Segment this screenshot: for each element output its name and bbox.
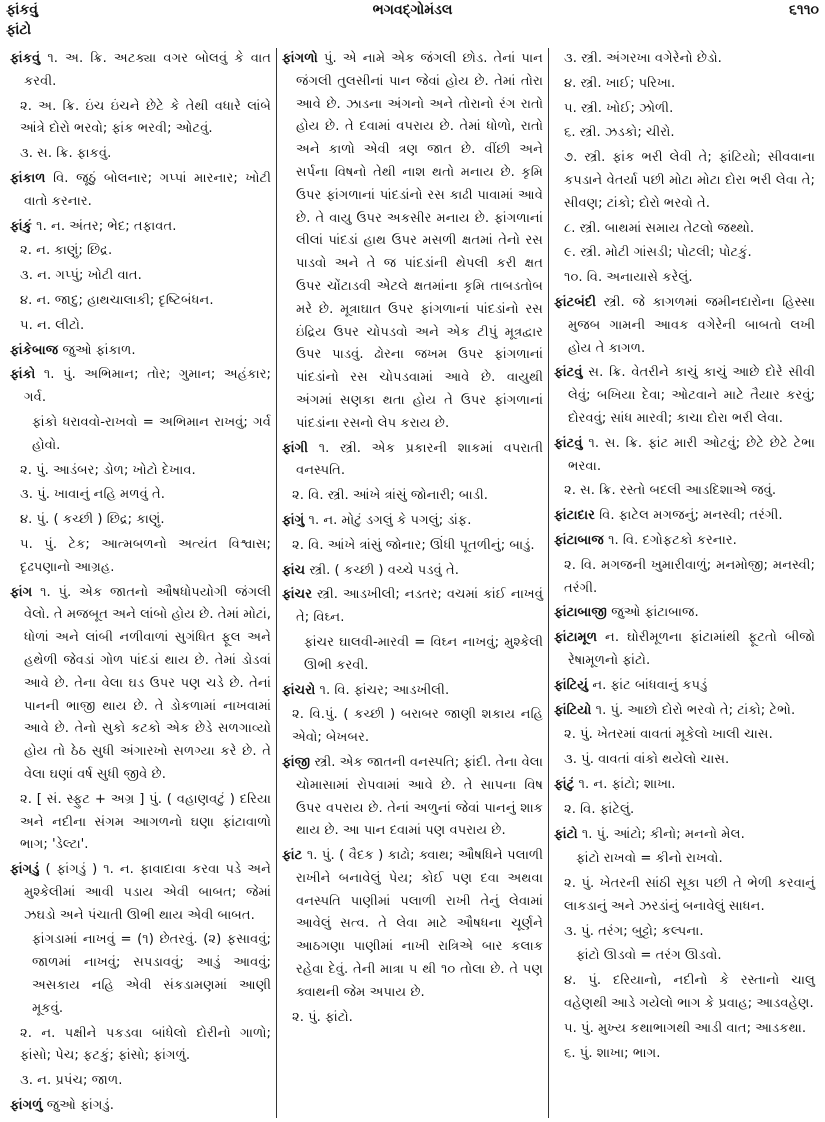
headword: ફાંગ	[10, 584, 33, 600]
definition-text: ન. ફાંટ બાંધવાનું કપડું	[592, 677, 708, 693]
headword: ફાંટિયો	[554, 702, 592, 718]
definition-text: ૮. સ્ત્રી. બાથમાં સમાય તેટલો જથ્થો.	[564, 220, 755, 236]
headword: ફાંકાળ	[10, 170, 46, 186]
definition-text: જુઓ ફાંગડું.	[46, 1098, 114, 1114]
definition-text: ૫. પું. ટેક; આત્મબળનો અત્યંત વિશ્વાસ; દૃઢપણાનો આગ્રહ.	[20, 536, 271, 575]
entry-sense	[554, 147, 815, 215]
entry-sense	[554, 1018, 815, 1041]
entry-sense	[10, 240, 271, 263]
definition-text: ૧. સ. ક્રિ. ફાંટ મારી ઓટવું; છેટે છેટે ટેભા ભરવા.	[568, 435, 815, 474]
definition-text: ૩. ન. ગપ્પું; ખોટી વાત.	[20, 268, 142, 284]
dictionary-entry	[10, 340, 271, 363]
entry-sense	[554, 218, 815, 241]
definition-text: ૨. વિ. ફાંટેલું.	[564, 801, 635, 817]
dictionary-entry	[554, 824, 815, 847]
definition-text: ૫. સ્ત્રી. ખોઈ; ઝોળી.	[564, 100, 674, 116]
dictionary-entry	[10, 216, 271, 239]
definition-text: સ્ત્રી. જે કાગળમાં જમીનદારોના હિસ્સા મુજબ ગામની આવક વગેરેની બાબતો લખી હોય તે કાગળ.	[568, 294, 815, 356]
definition-text: ૫. પું. મુખ્ય કથાભાગથી આડી વાત; આડકથા.	[564, 1020, 807, 1036]
entry-sense	[10, 460, 271, 483]
dictionary-entry	[554, 292, 815, 360]
definition-text: ૧. ન. અંતર; ભેદ; તફાવત.	[36, 218, 177, 234]
entry-sense	[554, 724, 815, 747]
definition-text: ૬. સ્ત્રી. ઝડકો; ચીરો.	[564, 125, 675, 141]
dictionary-entry	[554, 433, 815, 479]
headword: ફાંટવું	[554, 435, 583, 451]
definition-text: ૧. ન. ફાંટો; શાખા.	[578, 776, 676, 792]
definition-text: ૨. પું. આડંબર; ડોળ; ખોટો દેખાવ.	[20, 462, 196, 478]
definition-text: ૧. પું. ( વૈદક ) કાઢો; ક્વાથ; ઔષધિને પલાળી રાખીને બનાવેલું પેય; કોઈ પણ દવા અથવા વનસ્પતિ પાણીમાં પલાળી રાખી તેનું લેવામાં આવેલું સત્વ. તે લેવા માટે ઔષધના ચૂર્ણને આઠગણા પાણીમાં નાખી રાત્રિએ બાર કલાક રહેવા દેવું. તેની માત્રા ૫ થી ૧૦ તોલા છે. તે પણ ક્વાથની જેમ અપાય છે.	[296, 848, 543, 1000]
headword: ફાંગી	[282, 440, 309, 456]
definition-text: ૩. સ. ક્રિ. ફાકવું.	[20, 146, 112, 162]
definition-text: ફાંકો ધરાવવો-રાખવો = અભિમાન રાખવું; ગર્વ હોવો.	[32, 414, 271, 453]
definition-text: ૪. ન. જાદુ; હાથચાલાકી; દૃષ્ટિબંધન.	[20, 292, 214, 308]
headword: ફાંટામૂળ	[554, 630, 598, 646]
definition-text: ૧. પું. આછો દોરો ભરવો તે; ટાંકો; ટેભો.	[595, 702, 796, 718]
definition-text: ૭. સ્ત્રી. ફાંક ભરી લેવી તે; ફાંટિયો; સીવવાના કપડાને વેતર્યા પછી મોટા મોટા દોરા ભરી લેવા તે; સીવણ; ટાંકો; દોરો ભરવો તે.	[564, 150, 815, 211]
entry-sense	[282, 632, 543, 678]
dictionary-entry	[10, 168, 271, 214]
headword: ફાંટવું	[554, 365, 583, 381]
entry-sense	[10, 534, 271, 580]
entry-sense	[554, 970, 815, 1016]
entry-sense	[10, 290, 271, 313]
entry-sense	[554, 921, 815, 944]
dictionary-entry	[554, 362, 815, 430]
headword: ફાંટાબાજ	[554, 532, 604, 548]
definition-text: ૨. ન. પક્ષીને પકડવા બાંધેલો દોરીનો ગાળો; ફાંસો; પેચ; ફટકું; ફાંસો; ફાંગળું.	[20, 1025, 271, 1064]
dictionary-entry	[282, 845, 543, 1005]
dictionary-entry	[10, 48, 271, 94]
definition-text: ( ફાંગડું ) ૧. ન. ફાવાદાવા કરવા પડે અને મુશ્કેલીમાં આવી પડાય એવી બાબત; જેમાં ઝઘડો અને પંચાતી ઊભી થાય એવી બાબત.	[24, 862, 271, 923]
definition-text: ૧. પું. આંટો; કીનો; મનનો મેલ.	[581, 826, 745, 842]
entry-sense	[554, 873, 815, 919]
definition-text: સ્ત્રી. આડખીલી; નડતર; વચમાં કાંઈ નાખવું તે; વિઘ્ન.	[296, 587, 543, 626]
entry-sense	[10, 484, 271, 507]
dictionary-entry	[554, 675, 815, 698]
definition-text: ૨. વિ.પું. ( કચ્છી ) બરાબર જાણી શકાય નહિ એવો; બેખબર.	[292, 707, 543, 746]
headword: ફાંચરો	[282, 682, 316, 698]
entry-sense	[554, 267, 815, 290]
entry-sense	[554, 799, 815, 822]
entry-sense	[554, 1043, 815, 1066]
column-3	[548, 48, 820, 1118]
dictionary-entry	[554, 602, 815, 625]
definition-text: ૧. વિ. દગોફટકો કરનાર.	[608, 532, 737, 548]
definition-text: ૨. અ. ક્રિ. ઇંચ ઇંચને છેટે કે તેથી વધારે લાંબે આંત્રે દોરો ભરવો; ફાંક ભરવી; ઓટવું.	[20, 98, 271, 137]
dictionary-entry	[282, 680, 543, 703]
dictionary-entry	[554, 530, 815, 553]
definition-text: ૨. પું. ખેતરની સાંઠી સૂકા પછી તે ભેળી કરવાનું લાકડાનું અને ઝરડાંનું બનાવેલું સાધન.	[564, 876, 815, 914]
definition-text: ૨. ન. કાણું; છિદ્ર.	[20, 243, 113, 259]
dictionary-entry	[282, 438, 543, 484]
definition-text: ૩. ન. પ્રપંચ; જાળ.	[20, 1073, 123, 1089]
definition-text: પું. એ નામે એક જંગલી છોડ. તેનાં પાન જંગલી તુલસીનાં પાન જેવાં હોય છે. તેમાં તોરા આવે છે. ઝાડના અંગનો અને તોરાનો રંગ રાતો હોય છે. તે દવામાં વપરાય છે. તેમાં ધોળો, રાતો અને કાળો એવી ત્રણ જાત છે. વીંછી અને સર્પના વિષનો તેથી નાશ થતો મનાય છે. કૃમિ ઉપર ફાંગળાનાં પાંદડાંનો રસ કાઢી પાવામાં આવે છે. તે વાયુ ઉપર અકસીર મનાય છે. ફાંગળાનાં લીલાં પાંદડાં હાથ ઉપર મસળી ક્ષતમાં તેનો રસ પાડવો અને તે જ પાંદડાંની થેપલી કરી ક્ષત ઉપર ચોંટાડવી એટલે ક્ષતમાંના કૃમિ તાબડતોબ મરે છે. મૂત્રાઘાત ઉપર ફાંગળાનાં પાંદડાંનો રસ ઇંદ્રિય ઉપર ચોપડવો અને એક ટીપું મૂત્રદ્વાર ઉપર પાડવું. ઢોરના જખમ ઉપર ફાંગળાનાં પાંદડાંનો રસ ચોપડવામાં આવે છે. વાયુથી અંગમાં સણકા થતા હોય તે ઉપર ફાંગળાનાં પાંદડાંના રસનો લેપ કરાય છે.	[296, 51, 543, 431]
definition-text: ૬. પું. શાખા; ભાગ.	[564, 1045, 661, 1061]
page-header	[6, 2, 819, 46]
definition-text: જુઓ ફાંટાબાજ.	[611, 605, 699, 621]
entry-sense	[10, 265, 271, 288]
entry-sense	[554, 555, 815, 601]
column-2	[276, 48, 548, 1118]
headword: ફાંકો	[10, 367, 36, 383]
dictionary-columns	[5, 48, 820, 1118]
entry-sense	[10, 1070, 271, 1093]
entry-sense	[10, 315, 271, 338]
entry-sense	[554, 98, 815, 121]
headword: ફાંટું	[554, 776, 575, 792]
definition-text: ૧. પું. એક જાતનો ઔષધોપયોગી જંગલી વેલો. તે મજબૂત અને લાંબો હોય છે. તેમાં મોટાં, ધોળાં અને લાંબી નળીવાળાં સુગંધિત ફૂલ અને હથેળી જેવડાં ગોળ પાંદડાં થાય છે. તેમાં ડોડવાં આવે છે. તેના વેલા ઘડ ઉપર પણ ચડે છે. તેનાં પાનની ભાજી થાય છે. તે ડોકળામાં નાખવામાં આવે છે. તેનો સુકો કટકો એક છેડે સળગાવ્યો હોય તો ઠેઠ સુધી અંગારખો સળગ્યા કરે છે. તે વેલા ઘણાં વર્ષ સુધી જીવે છે.	[24, 584, 271, 782]
definition-text: ૧. ન. મોટું ડગલું કે પગલું; ડાંફ.	[308, 512, 472, 528]
definition-text: ૩. સ્ત્રી. અંગરખા વગેરેનો છેડો.	[564, 51, 722, 66]
definition-text: ૧. પું. અભિમાન; તોર; ગુમાન; અહંકાર; ગર્વ.	[24, 367, 271, 406]
entry-sense	[10, 789, 271, 857]
definition-text: ૧. અ. ક્રિ. અટક્યા વગર બોલવું કે વાત કરવી.	[24, 51, 271, 89]
dictionary-entry	[282, 48, 543, 436]
entry-sense	[554, 122, 815, 145]
headword: ફાંકેબાજ	[10, 342, 59, 358]
definition-text: જુઓ ફાંકાળ.	[62, 342, 136, 358]
entry-sense	[282, 704, 543, 750]
definition-text: ૪. સ્ત્રી. ખાઈ; પરિખા.	[564, 75, 676, 91]
definition-text: ફાંચર ઘાલવી-મારવી = વિઘ્ન નાખવું; મુશ્કેલી ઊભી કરવી.	[304, 634, 543, 673]
page-number: ૬૧૧૦	[789, 2, 819, 18]
dictionary-entry	[282, 560, 543, 583]
entry-sense	[10, 1023, 271, 1069]
definition-text: ૨. વિ. આંખે ત્રાંસું જોનાર; ઊંધી પૂતળીનું; બાડું.	[292, 537, 535, 553]
definition-text: ૨. [ સં. સ્ફુટ + અગ્ર ] પું. ( વહાણવટું ) દરિયા અને નદીના સંગમ આગળનો ઘણા ફાંટાવાળો ભાગ; 'ડેલ્ટા'.	[20, 791, 271, 853]
dictionary-entry	[554, 505, 815, 528]
headword: ફાંજી	[282, 754, 311, 770]
headword: ફાંકું	[10, 218, 32, 234]
dictionary-entry	[10, 582, 271, 787]
definition-text: ફાંગડામાં નાખવું = (૧) છેતરવું. (૨) ફસાવવું; જાળમાં નાખવું; સપડાવવું; આડું આવવું; અસકાય નહિ એવી સંકડામણમાં આણી મૂકવું.	[32, 932, 271, 1016]
definition-text: ૨. સ. ક્રિ. રસ્તો બદલી આડદિશાએ જવું.	[564, 483, 777, 499]
definition-text: ૧. સ્ત્રી. એક પ્રકારની શાકમાં વપરાતી વનસ્પતિ.	[296, 440, 543, 479]
dictionary-entry	[282, 584, 543, 630]
dictionary-entry	[282, 752, 543, 843]
definition-text: ૨. પું. ખેતરમાં વાવતાં મૂકેલો ખાલી ચાસ.	[564, 727, 773, 743]
headword: ફાંકવું	[10, 51, 41, 66]
dictionary-entry	[282, 510, 543, 533]
entry-sense	[554, 945, 815, 968]
headword: ફાંગું	[282, 512, 305, 528]
entry-sense	[554, 848, 815, 871]
dictionary-entry	[554, 700, 815, 723]
headword: ફાંગળો	[282, 51, 318, 66]
definition-text: ૨. વિ. સ્ત્રી. આંખે ત્રાંસું જોનારી; બાડી.	[292, 488, 488, 504]
dictionary-entry	[10, 1095, 271, 1118]
definition-text: ૧૦. વિ. અનાયાસે કરેલું.	[564, 270, 693, 286]
definition-text: ફાંટો ઊડવો = તરંગ ઊડવો.	[576, 948, 722, 964]
definition-text: ૨. પું. ફાંટો.	[292, 1009, 353, 1025]
headword: ફાંટો	[554, 826, 578, 842]
definition-text: સ્ત્રી. ( કચ્છી ) વચ્ચે પડવું તે.	[309, 562, 459, 578]
headword: ફાંટ	[282, 848, 303, 864]
definition-text: ૫. ન. લીટો.	[20, 317, 85, 333]
definition-text: ન. ઘોરીમૂળના ફાંટામાંથી ફૂટતો બીજો રેષામૂળનો ફાંટો.	[568, 630, 815, 668]
definition-text: ૩. પું. તરંગ; બુટ્ટો; કલ્પના.	[564, 923, 704, 939]
guide-word-first: ફાંકવું	[6, 2, 39, 18]
headword: ફાંટાબાજી	[554, 605, 608, 621]
headword: ફાંગળું	[10, 1098, 43, 1114]
entry-sense	[282, 1007, 543, 1030]
headword: ફાંચ	[282, 562, 306, 578]
definition-text: ૯. સ્ત્રી. મોટી ગાંસડી; પોટલી; પોટકું.	[564, 245, 752, 261]
guide-word-last: ફાંટો	[6, 22, 32, 38]
headword: ફાંગડું	[10, 862, 40, 878]
headword: ફાંટાદાર	[554, 508, 595, 524]
entry-sense	[554, 242, 815, 265]
definition-text: ૨. વિ. મગજની ખુમારીવાળું; મનમોજી; મનસ્વી; તરંગી.	[564, 557, 815, 596]
definition-text: ૧. વિ. ફાંચર; આડખીલી.	[319, 682, 450, 698]
dictionary-entry	[10, 364, 271, 410]
column-1	[5, 48, 276, 1118]
entry-sense	[10, 143, 271, 166]
entry-sense	[554, 480, 815, 503]
entry-sense	[10, 929, 271, 1020]
entry-sense	[554, 749, 815, 772]
entry-sense	[554, 48, 815, 71]
definition-text: ૪. પું. ( કચ્છી ) છિદ્ર; કાણું.	[20, 512, 165, 528]
definition-text: ફાંટો રાખવો = કીનો રાખવો.	[576, 851, 723, 867]
definition-text: ૪. પું. દરિયાનો, નદીનો કે રસ્તાનો ચાલુ વહેણથી આડે ગયેલો ભાગ કે પ્રવાહ; આડવહેણ.	[564, 973, 815, 1012]
definition-text: સ. ક્રિ. વેતરીને કાચું કાચું આછે દોરે સીવી લેવું; બખિયા દેવા; ઓટવાને માટે તૈયાર કરવું; દોરવવું; સાંધ મારવી; કાચા દોરા ભરી લેવા.	[568, 365, 815, 426]
dictionary-title: ભગવદ્ગોમંડલ	[372, 2, 453, 18]
definition-text: ૩. પું. વાવતાં વાંકો થયેલો ચાસ.	[564, 752, 730, 768]
headword: ફાંચર	[282, 587, 313, 603]
entry-sense	[10, 96, 271, 142]
definition-text: સ્ત્રી. એક જાતની વનસ્પતિ; ફાંદી. તેના વેલા ચોમાસામાં રોપવામાં આવે છે. તે સાપના વિષ ઉપર વપરાય છે. તેનાં અળુનાં જેવાં પાનનું શાક થાય છે. આ પાન દવામાં પણ વપરાય છે.	[296, 754, 543, 839]
entry-sense	[282, 535, 543, 558]
entry-sense	[10, 509, 271, 532]
dictionary-entry	[10, 859, 271, 927]
entry-sense	[282, 485, 543, 508]
dictionary-entry	[554, 627, 815, 673]
headword: ફાંટિયું	[554, 677, 589, 693]
headword: ફાંટબંદી	[554, 294, 597, 310]
definition-text: વિ. જૂઠું બોલનાર; ગપ્પાં મારનાર; ખોટી વાતો કરનાર.	[24, 170, 271, 209]
definition-text: ૩. પું. ખાવાનું નહિ મળવું તે.	[20, 487, 165, 503]
definition-text: વિ. ફાટેલ મગજનું; મનસ્વી; તરંગી.	[599, 508, 783, 524]
entry-sense	[554, 73, 815, 96]
dictionary-entry	[554, 774, 815, 797]
entry-sense	[10, 412, 271, 458]
